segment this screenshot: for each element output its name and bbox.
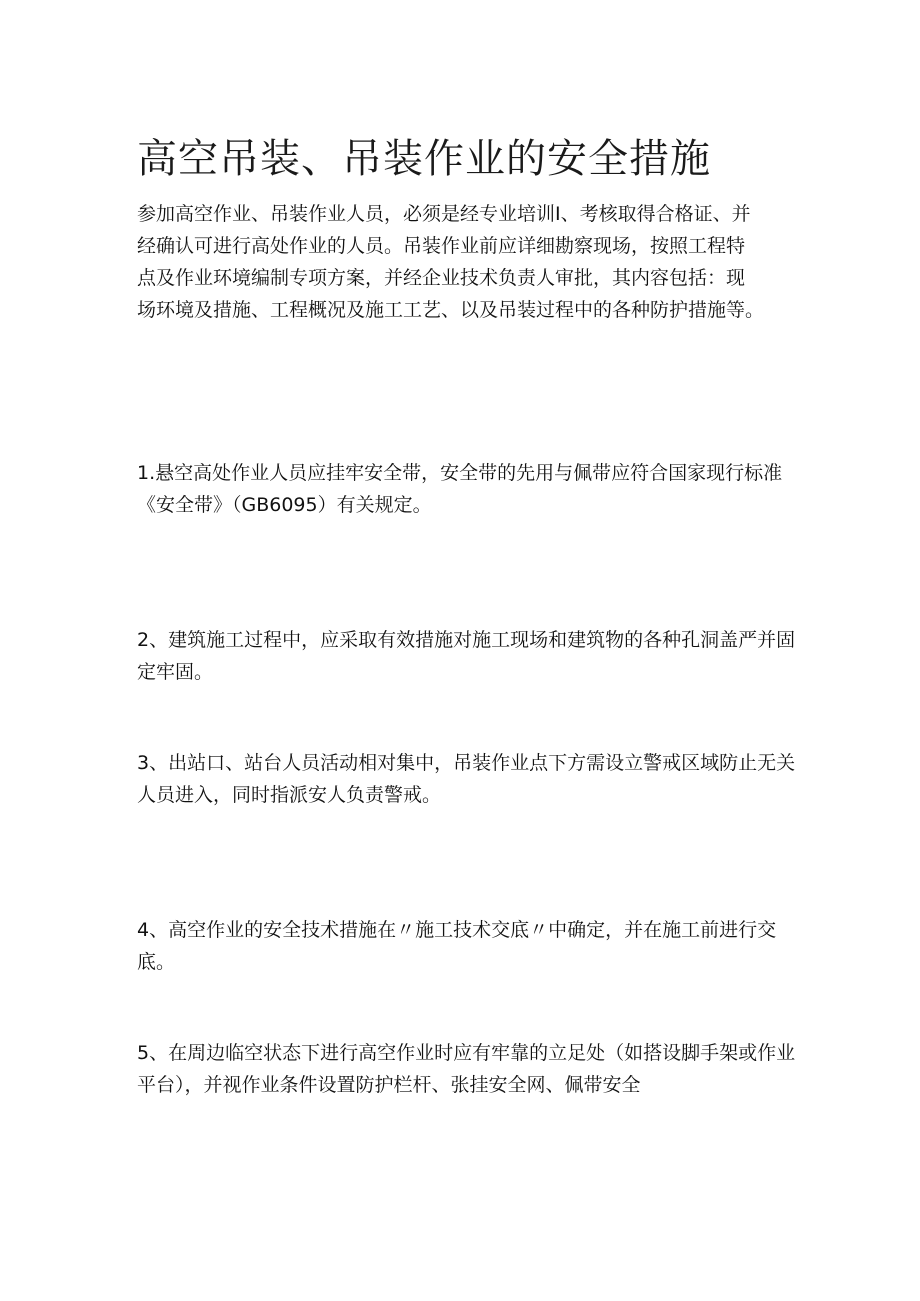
document-title: 高空吊装、吊装作业的安全措施	[137, 136, 711, 182]
measure-item-3: 3、出站口、站台人员活动相对集中，吊装作业点下方需设立警戒区域防止无关人员进入，同时指派安人负责警戒。	[137, 752, 796, 806]
measure-item-5: 5、在周边临空状态下进行高空作业时应有牢靠的立足处（如搭设脚手架或作业平台），并视作业条件设置防护栏杆、张挂安全网、佩带安全	[137, 1042, 796, 1096]
intro-line: 经确认可进行高处作业的人员。吊装作业前应详细勘察现场，按照工程特	[137, 235, 746, 257]
intro-paragraph	[137, 198, 805, 326]
measure-item-4: 4、高空作业的安全技术措施在〃施工技术交底〃中确定，并在施工前进行交底。	[137, 919, 777, 973]
measure-item-1: 1.悬空高处作业人员应挂牢安全带，安全带的先用与佩带应符合国家现行标准《安全带》（GB6095）有关规定。	[137, 462, 783, 516]
intro-line: 场环境及措施、工程概况及施工工艺、以及吊装过程中的各种防护措施等。	[137, 299, 765, 321]
measure-item-2: 2、建筑施工过程中，应采取有效措施对施工现场和建筑物的各种孔洞盖严并固定牢固。	[137, 629, 796, 683]
intro-line: 参加高空作业、吊装作业人员，必须是经专业培训I、考核取得合格证、并	[137, 203, 751, 225]
intro-line: 点及作业环境编制专项方案，并经企业技术负责人审批，其内容包括：现	[137, 267, 746, 289]
